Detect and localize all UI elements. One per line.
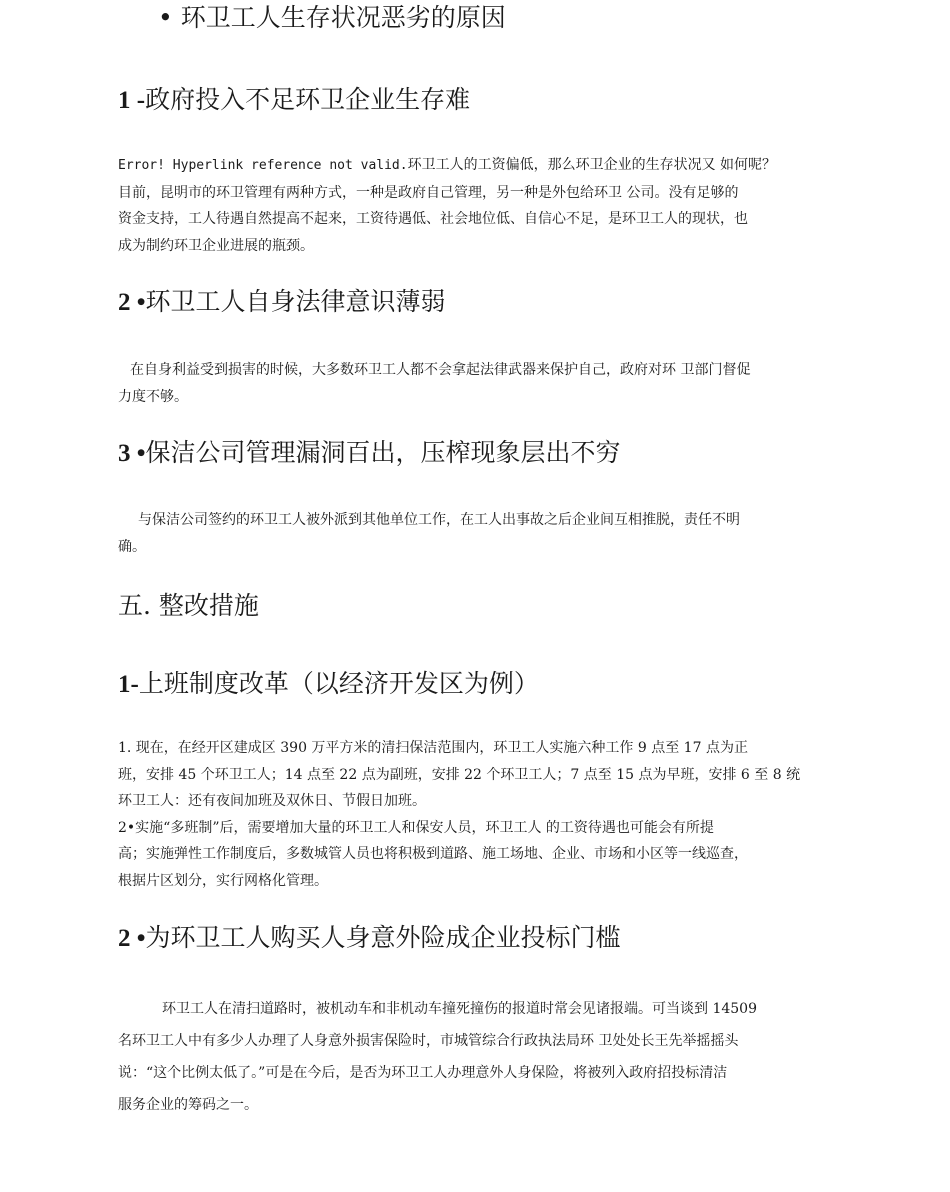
measures-heading: 五. 整改措施 bbox=[118, 591, 259, 620]
paragraph-5-line-3: 说：“这个比例太低了。”可是在今后，是否为环卫工人办理意外人身保险，将被列入政府招投标清洁 bbox=[118, 1065, 728, 1081]
heading-1-number: 1 - bbox=[118, 87, 146, 114]
paragraph-4-line-4: 2•实施“多班制”后，需要增加大量的环卫工人和保安人员，环卫工人 的工资待遇也可能会有所提 bbox=[118, 819, 714, 836]
paragraph-2-line-2: 力度不够。 bbox=[118, 388, 188, 405]
paragraph-3-line-2: 确。 bbox=[118, 538, 146, 555]
heading-3-text: 保洁公司管理漏洞百出，压榨现象层出不穷 bbox=[145, 438, 621, 467]
paragraph-5-line-1: 环卫工人在清扫道路时，被机动车和非机动车撞死撞伤的报道时常会见诸报端。可当谈到 14509 bbox=[162, 1001, 757, 1017]
heading-5 bbox=[118, 922, 621, 955]
paragraph-4-line-6: 根据片区划分，实行网格化管理。 bbox=[118, 872, 328, 889]
paragraph-4-line-3: 环卫工人：还有夜间加班及双休日、节假日加班。 bbox=[118, 793, 426, 809]
heading-2-text: 环卫工人自身法律意识薄弱 bbox=[145, 287, 446, 316]
paragraph-3 bbox=[118, 507, 836, 560]
heading-5-text: 为环卫工人购买人身意外险成企业投标门槛 bbox=[145, 923, 621, 952]
paragraph-4-line-5: 高；实施弹性工作制度后，多数城管人员也将积极到道路、施工场地、企业、市场和小区等一线巡查， bbox=[118, 846, 748, 862]
heading-2-number: 2 • bbox=[118, 289, 146, 316]
paragraph-2 bbox=[118, 357, 836, 410]
heading-1-text: 政府投入不足环卫企业生存难 bbox=[145, 85, 471, 114]
heading-3 bbox=[118, 437, 621, 470]
paragraph-2-line-1: 在自身利益受到损害的时候，大多数环卫工人都不会拿起法律武器来保护自己，政府对环 卫部门督促 bbox=[130, 362, 751, 378]
paragraph-4-line-2: 班，安排 45 个环卫工人；14 点至 22 点为副班，安排 22 个环卫工人；7 点至 15 点为早班，安排 6 至 8 统 bbox=[118, 766, 801, 783]
heading-4-number: 1- bbox=[118, 671, 139, 698]
heading-1 bbox=[118, 84, 470, 117]
paragraph-1-line-3: 资金支持，工人待遇自然提高不起来，工资待遇低、社会地位低、自信心不足，是环卫工人的现状，也 bbox=[118, 211, 748, 227]
heading-5-number: 2 • bbox=[118, 925, 146, 952]
heading-4 bbox=[118, 668, 539, 701]
paragraph-1-line-2: 目前，昆明市的环卫管理有两种方式，一种是政府自己管理，另一种是外包给环卫 公司。没有足够的 bbox=[118, 184, 739, 201]
paragraph-1-line-1: 环卫工人的工资偏低，那么环卫企业的生存状况又 如何呢？ bbox=[407, 157, 777, 173]
causes-heading: • 环卫工人生存状况恶劣的原因 bbox=[158, 3, 506, 32]
paragraph-5-line-4: 服务企业的筹码之一。 bbox=[118, 1097, 258, 1113]
paragraph-4-line-1: 1. 现在，在经开区建成区 390 万平方米的清扫保洁范围内，环卫工人实施六种工作 9 点至 17 点为正 bbox=[118, 740, 748, 756]
paragraph-5-line-2: 名环卫工人中有多少人办理了人身意外损害保险时，市城管综合行政执法局环 卫处处长王先举摇摇头 bbox=[118, 1033, 739, 1049]
hyperlink-error: Error! Hyperlink reference not valid. bbox=[118, 158, 408, 173]
paragraph-1 bbox=[118, 152, 836, 259]
paragraph-4 bbox=[118, 735, 836, 894]
paragraph-5 bbox=[118, 993, 836, 1121]
heading-2 bbox=[118, 286, 446, 319]
paragraph-3-line-1: 与保洁公司签约的环卫工人被外派到其他单位工作，在工人出事故之后企业间互相推脱，责任不明 bbox=[138, 512, 740, 528]
heading-3-number: 3 • bbox=[118, 440, 146, 467]
paragraph-1-line-4: 成为制约环卫企业进展的瓶颈。 bbox=[118, 237, 314, 254]
heading-4-text: 上班制度改革（以经济开发区为例） bbox=[138, 669, 539, 698]
